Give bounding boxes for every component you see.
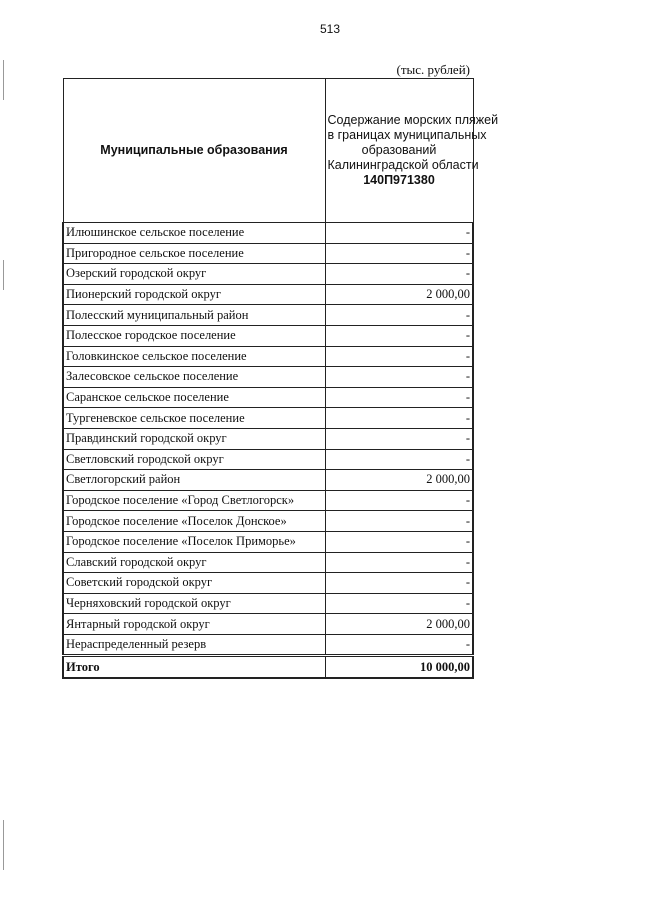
table-row xyxy=(63,325,473,346)
table-row xyxy=(63,593,473,614)
table-row xyxy=(63,428,473,449)
column-header-municipalities: Муниципальные образования xyxy=(63,79,325,223)
municipality-name: Советский городской округ xyxy=(63,573,325,594)
allocation-table xyxy=(62,78,499,679)
table-row xyxy=(63,449,473,470)
allocation-value: - xyxy=(325,408,473,429)
allocation-value: 2 000,00 xyxy=(325,614,473,635)
allocation-value: - xyxy=(325,264,473,285)
municipality-name: Светловский городской округ xyxy=(63,449,325,470)
units-label: (тыс. рублей) xyxy=(396,62,470,77)
allocation-value: - xyxy=(325,593,473,614)
total-value: 10 000,00 xyxy=(325,656,473,679)
municipality-name: Пригородное сельское поселение xyxy=(63,243,325,264)
allocation-value: - xyxy=(325,428,473,449)
municipality-name: Полесское городское поселение xyxy=(63,325,325,346)
table-row xyxy=(63,408,473,429)
allocation-value: - xyxy=(325,511,473,532)
table-row xyxy=(63,470,473,491)
scan-margin-mark xyxy=(3,60,4,100)
table-row xyxy=(63,490,473,511)
table-row xyxy=(63,264,473,285)
allocation-value: - xyxy=(325,243,473,264)
page-number: 513 xyxy=(319,22,341,36)
municipality-name: Черняховский городской округ xyxy=(63,593,325,614)
table-row xyxy=(63,284,473,305)
municipality-name: Илюшинское сельское поселение xyxy=(63,223,325,244)
header-line: Содержание морских пляжей xyxy=(327,113,499,127)
table-row xyxy=(63,346,473,367)
header-line: образований xyxy=(361,143,437,157)
table-row xyxy=(63,223,473,244)
allocation-value: - xyxy=(325,573,473,594)
table-row xyxy=(63,614,473,635)
allocation-value: - xyxy=(325,634,473,656)
column-header-beach-maintenance xyxy=(325,79,499,223)
table-row xyxy=(63,531,473,552)
municipality-name: Славский городской округ xyxy=(63,552,325,573)
municipality-name: Залесовское сельское поселение xyxy=(63,367,325,388)
municipality-name: Городское поселение «Поселок Приморье» xyxy=(63,531,325,552)
table-row xyxy=(63,243,473,264)
municipality-name: Светлогорский район xyxy=(63,470,325,491)
allocation-value: - xyxy=(325,449,473,470)
allocation-value: 2 000,00 xyxy=(325,470,473,491)
municipality-name: Городское поселение «Город Светлогорск» xyxy=(63,490,325,511)
table-row xyxy=(63,305,473,326)
allocation-value: - xyxy=(325,367,473,388)
table-row xyxy=(63,573,473,594)
scan-margin-mark xyxy=(3,260,4,290)
total-row xyxy=(63,656,473,679)
allocation-value: - xyxy=(325,387,473,408)
municipality-name: Саранское сельское поселение xyxy=(63,387,325,408)
allocation-value: 2 000,00 xyxy=(325,284,473,305)
allocation-value: - xyxy=(325,346,473,367)
municipality-name: Пионерский городской округ xyxy=(63,284,325,305)
municipality-name: Озерский городской округ xyxy=(63,264,325,285)
header-line: в границах муниципальных xyxy=(327,128,487,142)
table-row xyxy=(63,367,473,388)
municipality-name: Городское поселение «Поселок Донское» xyxy=(63,511,325,532)
header-line: Калининградской области xyxy=(327,158,479,172)
allocation-value: - xyxy=(325,531,473,552)
allocation-value: - xyxy=(325,552,473,573)
municipality-name: Нераспределенный резерв xyxy=(63,634,325,656)
budget-code: 140П971380 xyxy=(363,173,435,187)
allocation-value: - xyxy=(325,325,473,346)
total-label: Итого xyxy=(63,656,325,679)
table-row xyxy=(63,511,473,532)
allocation-value: - xyxy=(325,490,473,511)
municipality-name: Янтарный городской округ xyxy=(63,614,325,635)
allocation-value: - xyxy=(325,305,473,326)
municipality-name: Тургеневское сельское поселение xyxy=(63,408,325,429)
allocation-value: - xyxy=(325,223,473,244)
municipality-name: Полесский муниципальный район xyxy=(63,305,325,326)
scan-margin-mark xyxy=(3,820,4,870)
table-row xyxy=(63,387,473,408)
municipality-name: Правдинский городской округ xyxy=(63,428,325,449)
table-row xyxy=(63,634,473,656)
table-row xyxy=(63,552,473,573)
municipality-name: Головкинское сельское поселение xyxy=(63,346,325,367)
table-header-row xyxy=(63,79,473,223)
